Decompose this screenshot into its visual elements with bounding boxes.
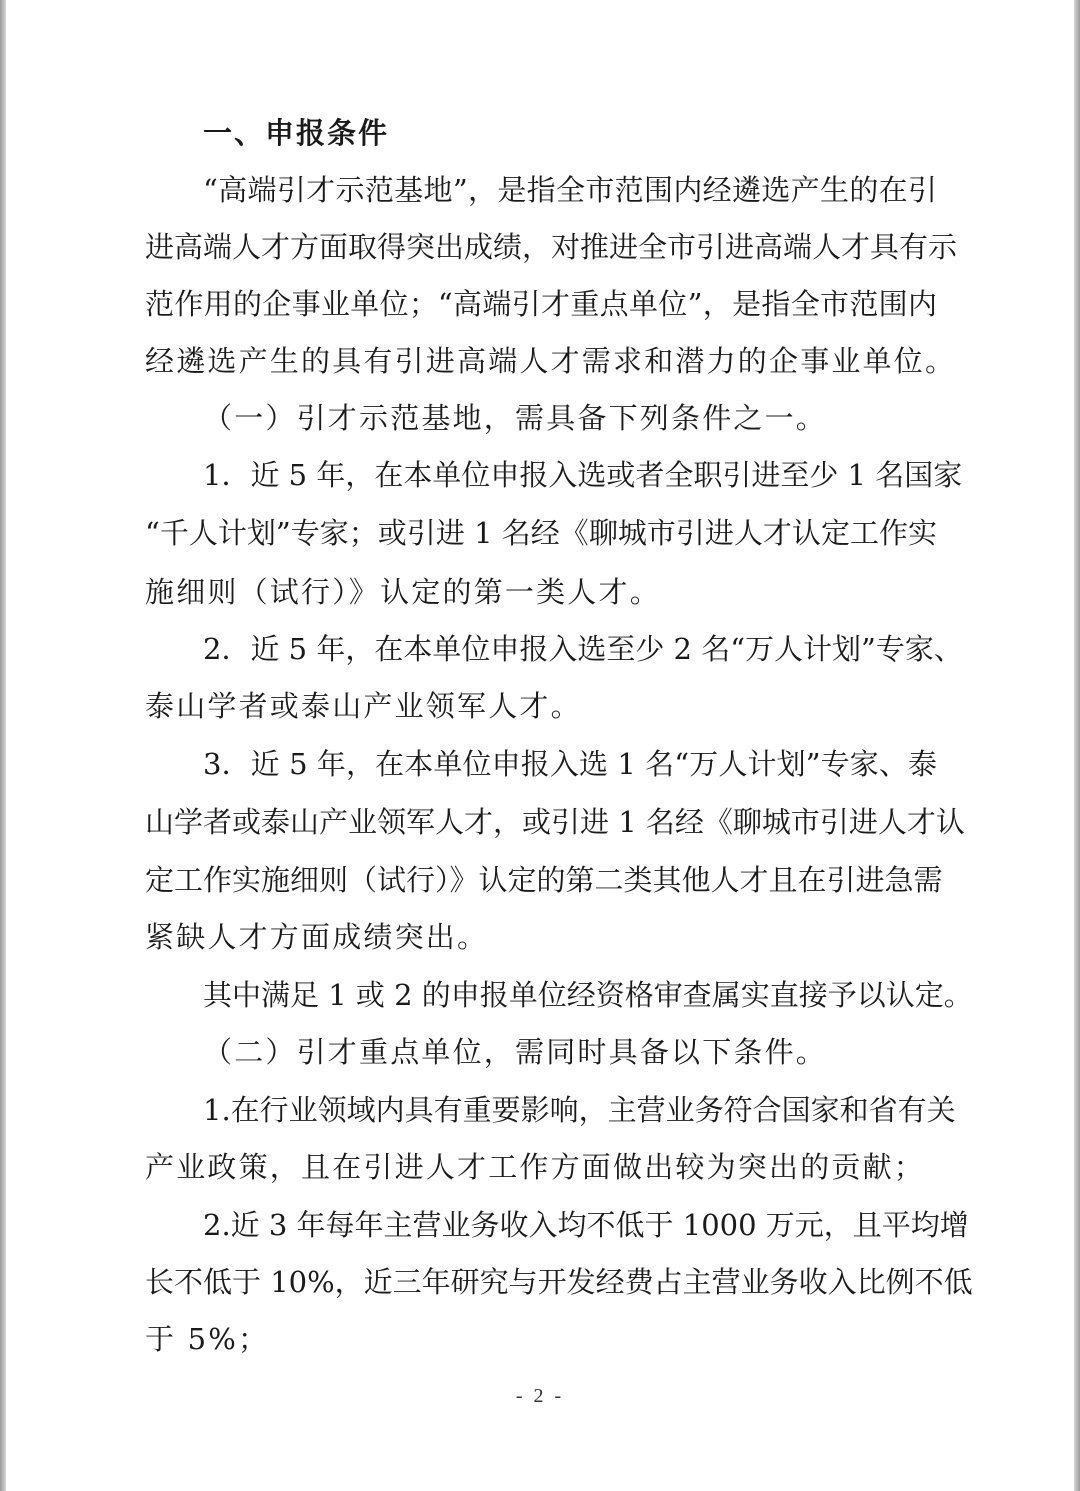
paragraph-line: 其中满足 1 或 2 的申报单位经资格审查属实直接予以认定。 bbox=[203, 978, 973, 1012]
paragraph-line: “高端引才示范基地”，是指全市范围内经遴选产生的在引 bbox=[203, 173, 937, 207]
paragraph-line: 定工作实施细则（试行）》认定的第二类其他人才且在引进急需 bbox=[145, 863, 943, 897]
page-number: - 2 - bbox=[515, 1385, 565, 1407]
paragraph-line: 于 5%； bbox=[145, 1322, 270, 1356]
subsection-heading: （一）引才示范基地，需具备下列条件之一。 bbox=[203, 401, 828, 435]
section-heading: 一、申报条件 bbox=[203, 116, 390, 150]
subsection-heading: （二）引才重点单位，需同时具备以下条件。 bbox=[203, 1035, 828, 1069]
paragraph-line: 2．近 5 年，在本单位申报入选至少 2 名“万人计划”专家、 bbox=[203, 632, 963, 666]
paragraph-line: 1．近 5 年，在本单位申报入选或者全职引进至少 1 名国家 bbox=[203, 458, 963, 492]
paragraph-line: 3．近 5 年，在本单位申报入选 1 名“万人计划”专家、泰 bbox=[203, 747, 937, 781]
paragraph-line: 泰山学者或泰山产业领军人才。 bbox=[145, 689, 582, 723]
paragraph-line: 山学者或泰山产业领军人才，或引进 1 名经《聊城市引进人才认 bbox=[145, 805, 965, 839]
paragraph-line: “千人计划”专家；或引进 1 名经《聊城市引进人才认定工作实 bbox=[145, 516, 937, 550]
paragraph-line: 范作用的企事业单位；“高端引才重点单位”，是指全市范围内 bbox=[145, 287, 937, 321]
paragraph-line: 2.近 3 年每年主营业务收入均不低于 1000 万元，且平均增 bbox=[203, 1208, 969, 1242]
page-edge-left bbox=[0, 0, 6, 1491]
page-edge-right bbox=[1074, 0, 1080, 1491]
paragraph-line: 进高端人才方面取得突出成绩，对推进全市引进高端人才具有示 bbox=[145, 230, 958, 264]
paragraph-line: 产业政策，且在引进人才工作方面做出较为突出的贡献； bbox=[145, 1150, 926, 1184]
paragraph-line: 长不低于 10%，近三年研究与开发经费占主营业务收入比例不低 bbox=[145, 1265, 973, 1299]
paragraph-line: 紧缺人才方面成绩突出。 bbox=[145, 920, 489, 954]
paragraph-line: 1.在行业领域内具有重要影响，主营业务符合国家和省有关 bbox=[203, 1093, 956, 1127]
paragraph-line: 经遴选产生的具有引进高端人才需求和潜力的企事业单位。 bbox=[145, 344, 957, 378]
paragraph-line: 施细则（试行）》认定的第一类人才。 bbox=[145, 575, 661, 609]
